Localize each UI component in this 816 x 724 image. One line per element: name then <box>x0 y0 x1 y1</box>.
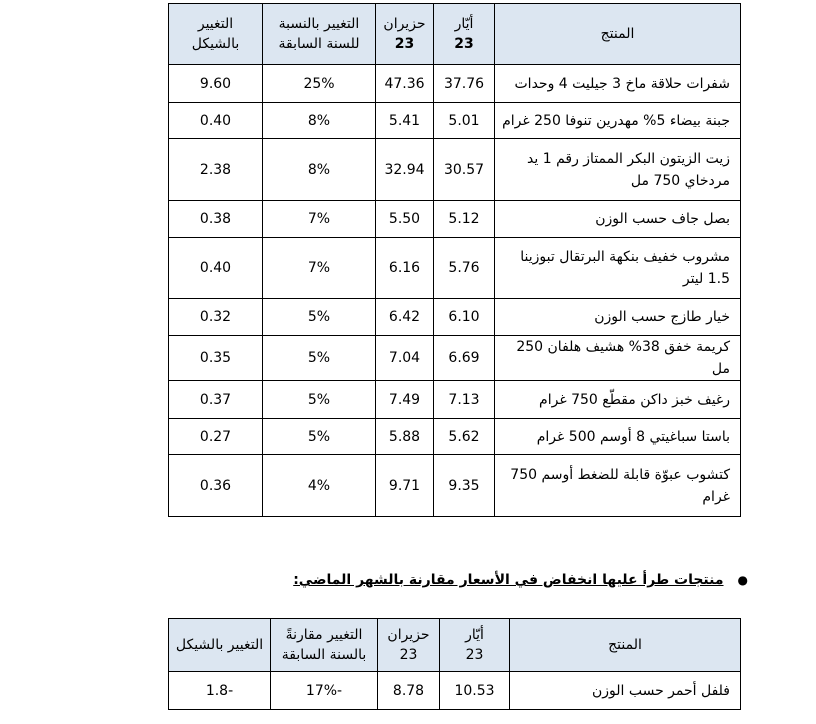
header-shekel-l1: التغيير <box>197 16 234 32</box>
cell-product: فلفل أحمر حسب الوزن <box>510 672 741 710</box>
header-pct-l2: بالسنة السابقة <box>281 647 367 663</box>
cell-shekel: 0.37 <box>169 381 263 419</box>
table-header-row <box>169 619 741 672</box>
header-pct-change <box>271 619 378 672</box>
cell-product: زيت الزيتون البكر الممتاز رقم 1 يد مردخاي 750 مل <box>495 139 741 201</box>
table-row <box>169 299 741 336</box>
header-june-label: حزيران <box>383 16 426 32</box>
header-pct-l1: التغيير بالنسبة <box>278 16 360 32</box>
header-shekel-change <box>169 4 263 65</box>
header-shekel-change: التغيير بالشيكل <box>169 619 271 672</box>
table-row <box>169 103 741 139</box>
cell-product: خيار طازج حسب الوزن <box>495 299 741 336</box>
cell-pct: 5% <box>263 381 376 419</box>
cell-june: 5.41 <box>376 103 434 139</box>
header-june <box>378 619 440 672</box>
cell-pct: 7% <box>263 201 376 238</box>
cell-pct: 5% <box>263 336 376 381</box>
price-increase-table <box>168 3 741 517</box>
header-june-year: 23 <box>399 647 418 663</box>
cell-shekel: 0.35 <box>169 336 263 381</box>
cell-may: 7.13 <box>434 381 495 419</box>
cell-pct: 8% <box>263 139 376 201</box>
cell-shekel: -1.8 <box>169 672 271 710</box>
cell-may: 5.62 <box>434 419 495 455</box>
cell-june: 6.42 <box>376 299 434 336</box>
cell-may: 6.10 <box>434 299 495 336</box>
cell-june: 9.71 <box>376 455 434 517</box>
table-row <box>169 201 741 238</box>
cell-pct: 4% <box>263 455 376 517</box>
cell-may: 10.53 <box>440 672 510 710</box>
header-may-label: أيّار <box>454 16 474 32</box>
price-decrease-table <box>168 618 741 710</box>
cell-pct: 8% <box>263 103 376 139</box>
cell-product: رغيف خبز داكن مقطّع 750 غرام <box>495 381 741 419</box>
cell-june: 5.50 <box>376 201 434 238</box>
table-row <box>169 238 741 299</box>
cell-shekel: 0.32 <box>169 299 263 336</box>
table-row <box>169 139 741 201</box>
header-may <box>434 4 495 65</box>
cell-product: باستا سباغيتي 8 أوسم 500 غرام <box>495 419 741 455</box>
cell-shekel: 9.60 <box>169 65 263 103</box>
cell-may: 37.76 <box>434 65 495 103</box>
table-row <box>169 419 741 455</box>
header-may-label: أيّار <box>465 627 484 643</box>
table-row <box>169 672 741 710</box>
cell-june: 7.04 <box>376 336 434 381</box>
cell-may: 5.12 <box>434 201 495 238</box>
cell-shekel: 0.40 <box>169 103 263 139</box>
cell-shekel: 0.38 <box>169 201 263 238</box>
cell-june: 32.94 <box>376 139 434 201</box>
table-row <box>169 381 741 419</box>
cell-shekel: 2.38 <box>169 139 263 201</box>
cell-june: 8.78 <box>378 672 440 710</box>
header-may-year: 23 <box>465 647 484 663</box>
cell-may: 5.01 <box>434 103 495 139</box>
header-shekel-l2: بالشيكل <box>191 36 240 52</box>
table-header-row <box>169 4 741 65</box>
header-product: المنتج <box>495 4 741 65</box>
cell-june: 7.49 <box>376 381 434 419</box>
cell-product: كريمة خفق 38% هشيف هلفان 250 مل <box>495 336 741 381</box>
cell-product: بصل جاف حسب الوزن <box>495 201 741 238</box>
cell-shekel: 0.36 <box>169 455 263 517</box>
cell-june: 6.16 <box>376 238 434 299</box>
cell-may: 30.57 <box>434 139 495 201</box>
header-june <box>376 4 434 65</box>
table-row <box>169 336 741 381</box>
cell-shekel: 0.27 <box>169 419 263 455</box>
section-heading-text: منتجات طرأ عليها انخفاض في الأسعار مقارنة بالشهر الماضي: <box>293 572 724 588</box>
header-june-year: 23 <box>394 36 415 52</box>
table-row <box>169 455 741 517</box>
header-june-label: حزيران <box>387 627 430 643</box>
table-row <box>169 65 741 103</box>
header-may <box>440 619 510 672</box>
cell-pct: -17% <box>271 672 378 710</box>
bullet-icon: ● <box>737 573 748 587</box>
cell-june: 47.36 <box>376 65 434 103</box>
cell-june: 5.88 <box>376 419 434 455</box>
cell-may: 9.35 <box>434 455 495 517</box>
cell-may: 5.76 <box>434 238 495 299</box>
cell-pct: 7% <box>263 238 376 299</box>
section-heading <box>293 572 748 588</box>
cell-shekel: 0.40 <box>169 238 263 299</box>
cell-pct: 25% <box>263 65 376 103</box>
header-pct-change <box>263 4 376 65</box>
header-product: المنتج <box>510 619 741 672</box>
cell-product: مشروب خفيف بنكهة البرتقال تبوزينا 1.5 ليتر <box>495 238 741 299</box>
cell-product: جبنة بيضاء 5% مهدرين تنوفا 250 غرام <box>495 103 741 139</box>
cell-pct: 5% <box>263 419 376 455</box>
header-pct-l2: للسنة السابقة <box>278 36 360 52</box>
cell-product: كتشوب عبوّة قابلة للضغط أوسم 750 غرام <box>495 455 741 517</box>
cell-pct: 5% <box>263 299 376 336</box>
cell-product: شفرات حلاقة ماخ 3 جيليت 4 وحدات <box>495 65 741 103</box>
header-pct-l1: التغيير مقارنةً <box>285 627 363 643</box>
header-may-year: 23 <box>454 36 474 52</box>
cell-may: 6.69 <box>434 336 495 381</box>
